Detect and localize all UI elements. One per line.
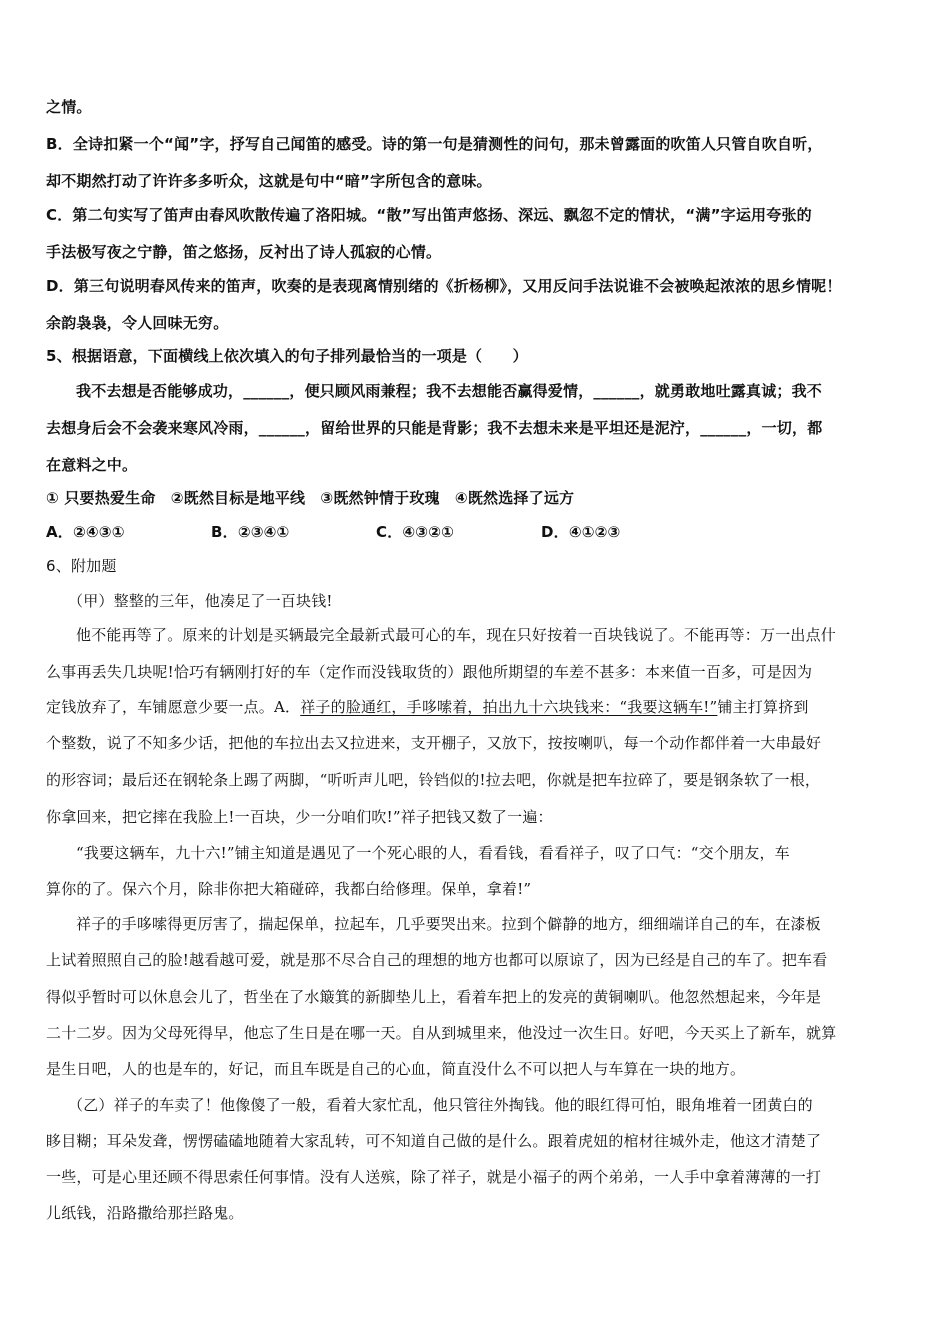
q6-p3-line3: 得似乎暂时可以休息会儿了，哲坐在了水簸箕的新脚垫儿上，看着车把上的发亮的黄铜喇叭。他忽然想起来，今年是 (46, 988, 822, 1006)
q6-yi-line4: 儿纸钱，沿路撒给那拦路鬼。 (46, 1204, 244, 1222)
q5-stem: 5、根据语意，下面横线上依次填入的句子排列最恰当的一项是（ ） (46, 347, 528, 365)
q5-option-a: A．②④③① (46, 523, 125, 541)
q6-underlined-sentence-a: 祥子的脸通红，手哆嗦着，拍出九十六块钱来：“我要这辆车!” (300, 698, 718, 716)
q4-option-c-line2: 手法极写夜之宁静，笛之悠扬，反衬出了诗人孤寂的心情。 (46, 243, 442, 261)
q5-option-d: D．④①②③ (541, 523, 621, 541)
q5-option-c: C．④③②① (376, 523, 455, 541)
q6-p3-line1: 祥子的手哆嗦得更厉害了，揣起保单，拉起车，几乎要哭出来。拉到个僻静的地方，细细端详自己的车，在漆板 (76, 915, 821, 933)
q6-p1-line3-pre: 定钱放弃了，车铺愿意少要一点。A． (46, 698, 301, 716)
q6-yi-line1: （乙）祥子的车卖了！他像傻了一般，看着大家忙乱，他只管往外掏钱。他的眼红得可怕，眼角堆着一团黄白的 (68, 1096, 813, 1114)
q6-p2-line2: 算你的了。保六个月，除非你把大箱碰碎，我都白给修理。保单，拿着!” (46, 880, 532, 898)
q5-options-row (46, 521, 620, 542)
q4-option-c-line1: C．第二句实写了笛声由春风吹散传遍了洛阳城。“散”写出笛声悠扬、深远、飘忽不定的情状，“满”字运用夸张的 (46, 206, 812, 224)
q6-p1-line2: 么事再丢失几块呢!恰巧有辆刚打好的车（定作而没钱取货的）跟他所期望的车差不甚多：本来值一百多，可是因为 (46, 663, 813, 681)
q6-p1-line6: 你拿回来，把它摔在我脸上!一百块，少一分咱们吹!”祥子把钱又数了一遍： (46, 808, 553, 826)
q5-passage-line1: 我不去想是否能够成功，______，便只顾风雨兼程；我不去想能否赢得爱情，______，就勇敢地吐露真诚；我不 (76, 382, 823, 400)
q4-option-d-line2: 余韵袅袅，令人回味无穷。 (46, 314, 229, 332)
q6-yi-line2: 眵目糊；耳朵发聋，愣愣磕磕地随着大家乱转，可不知道自己做的是什么。跟着虎妞的棺材往城外走，他这才清楚了 (46, 1132, 822, 1150)
q6-p1-line4: 个整数，说了不知多少话，把他的车拉出去又拉进来，支开棚子，又放下，按按喇叭，每一个动作都伴着一大串最好 (46, 734, 822, 752)
q6-p1-line1: 他不能再等了。原来的计划是买辆最完全最新式最可心的车，现在只好按着一百块钱说了。不能再等：万一出点什 (76, 626, 837, 644)
q6-jia-heading: （甲）整整的三年，他凑足了一百块钱! (68, 592, 333, 610)
q5-choices: ① 只要热爱生命 ②既然目标是地平线 ③既然钟情于玫瑰 ④既然选择了远方 (46, 489, 575, 507)
q6-p2-line1: “我要这辆车，九十六!”铺主知道是遇见了一个死心眼的人，看看钱，看看祥子，叹了口气：“交个朋友，车 (76, 844, 790, 862)
q6-p3-line4: 二十二岁。因为父母死得早，他忘了生日是在哪一天。自从到城里来，他没过一次生日。好吧，今天买上了新车，就算 (46, 1024, 837, 1042)
q5-passage-line2: 去想身后会不会袭来寒风冷雨，______，留给世界的只能是背影；我不去想未来是平坦还是泥泞，______，一切，都 (46, 419, 823, 437)
q4-option-b-line1: B．全诗扣紧一个“闻”字，抒写自己闻笛的感受。诗的第一句是猜测性的问句，那未曾露面的吹笛人只管自吹自听， (46, 135, 823, 153)
q4-option-b-line2: 却不期然打动了许许多多听众，这就是句中“暗”字所包含的意味。 (46, 172, 492, 190)
q5-passage-line3: 在意料之中。 (46, 456, 138, 474)
q6-p1-line5: 的形容词；最后还在钢轮条上踢了两脚，“听听声儿吧，铃铛似的!拉去吧，你就是把车拉碎了，要是钢条软了一根， (46, 771, 821, 789)
q5-option-b: B．②③④① (211, 523, 290, 541)
q6-p1-line3 (46, 696, 809, 717)
q4-option-d-line1: D．第三句说明春风传来的笛声，吹奏的是表现离情别绪的《折杨柳》，又用反问手法说谁不会被唤起浓浓的思乡情呢！ (46, 277, 842, 295)
q6-p3-line2: 上试着照照自己的脸!越看越可爱，就是那不尽合自己的理想的地方也都可以原谅了，因为已经是自己的车了。把车看 (46, 951, 828, 969)
q6-p3-line5: 是生日吧，人的也是车的，好记，而且车既是自己的心血，简直没什么不可以把人与车算在一块的地方。 (46, 1060, 746, 1078)
q6-stem: 6、附加题 (46, 557, 117, 575)
q6-yi-line3: 一些，可是心里还顾不得思索任何事情。没有人送殡，除了祥子，就是小福子的两个弟弟，一人手中拿着薄薄的一打 (46, 1168, 822, 1186)
q6-p1-line3-post: 铺主打算挤到 (717, 698, 809, 716)
q4-tail-line: 之情。 (46, 98, 92, 116)
